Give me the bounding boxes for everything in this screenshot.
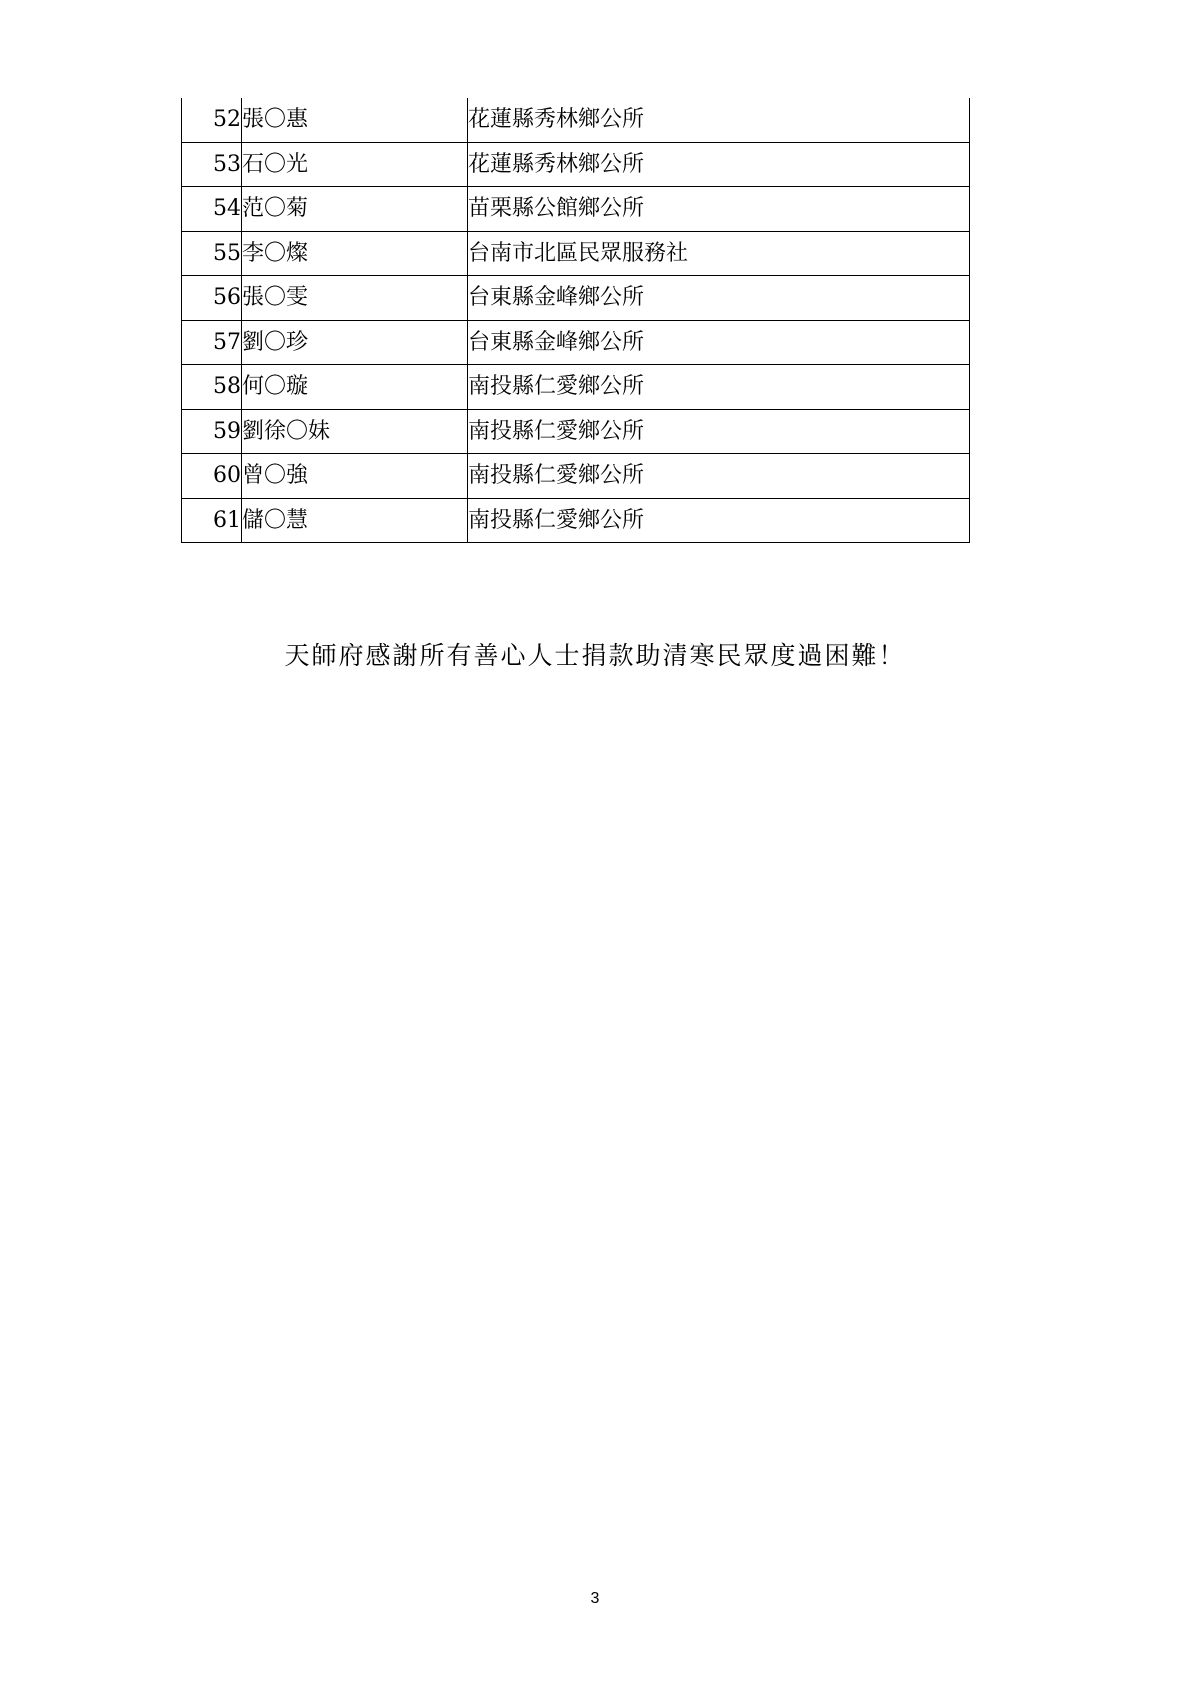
row-number: 55: [182, 231, 242, 276]
organization: 南投縣仁愛鄉公所: [468, 365, 970, 410]
table-row: [182, 98, 970, 142]
organization: 南投縣仁愛鄉公所: [468, 454, 970, 499]
table-row: [182, 187, 970, 232]
recipient-name: 范〇菊: [242, 187, 468, 232]
donor-table: [181, 98, 970, 543]
recipient-name: 劉〇珍: [242, 320, 468, 365]
row-number: 53: [182, 142, 242, 187]
organization: 花蓮縣秀林鄉公所: [468, 142, 970, 187]
row-number: 54: [182, 187, 242, 232]
recipient-name: 曾〇強: [242, 454, 468, 499]
table-row: [182, 498, 970, 543]
row-number: 61: [182, 498, 242, 543]
organization: 南投縣仁愛鄉公所: [468, 409, 970, 454]
row-number: 57: [182, 320, 242, 365]
table-row: [182, 320, 970, 365]
row-number: 56: [182, 276, 242, 321]
row-number: 58: [182, 365, 242, 410]
row-number: 60: [182, 454, 242, 499]
recipient-name: 儲〇慧: [242, 498, 468, 543]
page-number: 3: [590, 1590, 600, 1607]
table-row: [182, 142, 970, 187]
recipient-name: 張〇惠: [242, 98, 468, 142]
table-row: [182, 409, 970, 454]
recipient-name: 李〇燦: [242, 231, 468, 276]
table-row: [182, 454, 970, 499]
thanks-message: 天師府感謝所有善心人士捐款助清寒民眾度過困難！: [284, 641, 906, 670]
organization: 台南市北區民眾服務社: [468, 231, 970, 276]
recipient-name: 石〇光: [242, 142, 468, 187]
organization: 苗栗縣公館鄉公所: [468, 187, 970, 232]
recipient-name: 劉徐〇妹: [242, 409, 468, 454]
organization: 花蓮縣秀林鄉公所: [468, 98, 970, 142]
recipient-name: 何〇璇: [242, 365, 468, 410]
organization: 南投縣仁愛鄉公所: [468, 498, 970, 543]
organization: 台東縣金峰鄉公所: [468, 276, 970, 321]
table-row: [182, 365, 970, 410]
recipient-name: 張〇雯: [242, 276, 468, 321]
table-row: [182, 276, 970, 321]
table-row: [182, 231, 970, 276]
row-number: 59: [182, 409, 242, 454]
organization: 台東縣金峰鄉公所: [468, 320, 970, 365]
row-number: 52: [182, 98, 242, 142]
